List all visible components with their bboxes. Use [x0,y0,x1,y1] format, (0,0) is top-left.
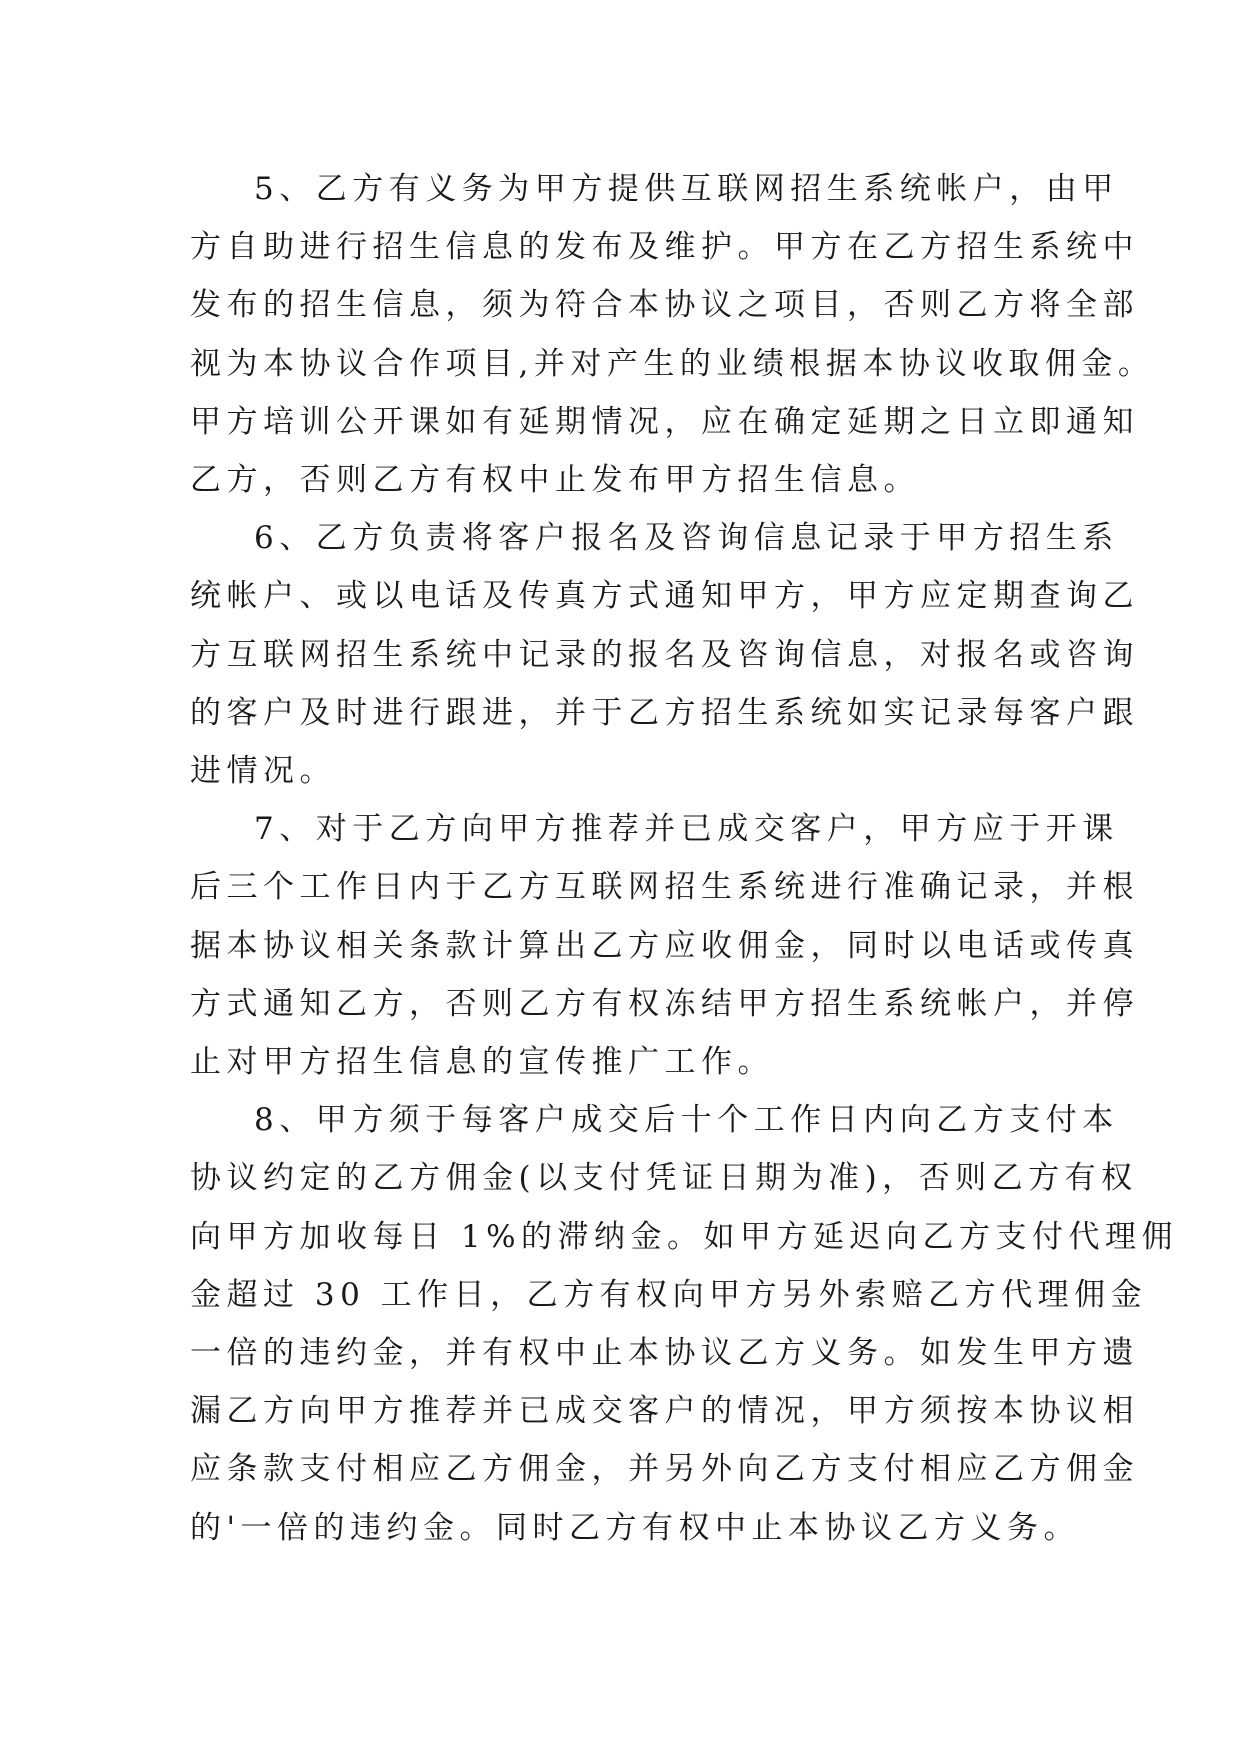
clause-line: 5、乙方有义务为甲方提供互联网招生系统帐户，由甲 [254,171,1119,207]
clause-line: 向甲方加收每日 1%的滞纳金。如甲方延迟向乙方支付代理佣 [190,1218,1179,1255]
clause-line: 应条款支付相应乙方佣金，并另外向乙方支付相应乙方佣金 [190,1451,1139,1488]
clause-line: 方自助进行招生信息的发布及维护。甲方在乙方招生系统中 [190,229,1139,266]
clause-line: 止对甲方招生信息的宣传推广工作。 [190,1044,774,1081]
clause-line: 统帐户、或以电话及传真方式通知甲方，甲方应定期查询乙 [190,578,1139,615]
clause-6 [190,509,1139,800]
clause-line: 一倍的违约金，并有权中止本协议乙方义务。如发生甲方遗 [190,1335,1139,1372]
clause-line: 协议约定的乙方佣金(以支付凭证日期为准)，否则乙方有权 [190,1160,1138,1197]
clause-line: 乙方，否则乙方有权中止发布甲方招生信息。 [190,462,920,499]
clause-line: 金超过 30 工作日，乙方有权向甲方另外索赔乙方代理佣金 [190,1276,1148,1313]
clause-line: 的'一倍的违约金。同时乙方有权中止本协议乙方义务。 [190,1509,1081,1546]
clause-line: 方式通知乙方，否则乙方有权冻结甲方招生系统帐户，并停 [190,985,1139,1022]
clause-line: 漏乙方向甲方推荐并已成交客户的情况，甲方须按本协议相 [190,1393,1139,1430]
clause-line: 甲方培训公开课如有延期情况，应在确定延期之日立即通知 [190,403,1139,440]
clause-line: 6、乙方负责将客户报名及咨询信息记录于甲方招生系 [254,520,1119,557]
clause-line: 后三个工作日内于乙方互联网招生系统进行准确记录，并根 [190,869,1139,906]
clause-8 [190,1091,1179,1557]
clause-line: 进情况。 [190,753,336,790]
document-body [190,160,1179,1557]
clause-5 [190,160,1155,509]
clause-line: 视为本协议合作项目,并对产生的业绩根据本协议收取佣金。 [190,345,1155,382]
clause-line: 发布的招生信息，须为符合本协议之项目，否则乙方将全部 [190,287,1139,324]
clause-line: 方互联网招生系统中记录的报名及咨询信息，对报名或咨询 [190,636,1139,673]
clause-7 [190,800,1139,1091]
clause-line: 8、甲方须于每客户成交后十个工作日内向乙方支付本 [254,1102,1119,1139]
clause-line: 的客户及时进行跟进，并于乙方招生系统如实记录每客户跟 [190,694,1139,731]
clause-line: 7、对于乙方向甲方推荐并已成交客户，甲方应于开课 [254,811,1119,848]
clause-line: 据本协议相关条款计算出乙方应收佣金，同时以电话或传真 [190,927,1139,964]
